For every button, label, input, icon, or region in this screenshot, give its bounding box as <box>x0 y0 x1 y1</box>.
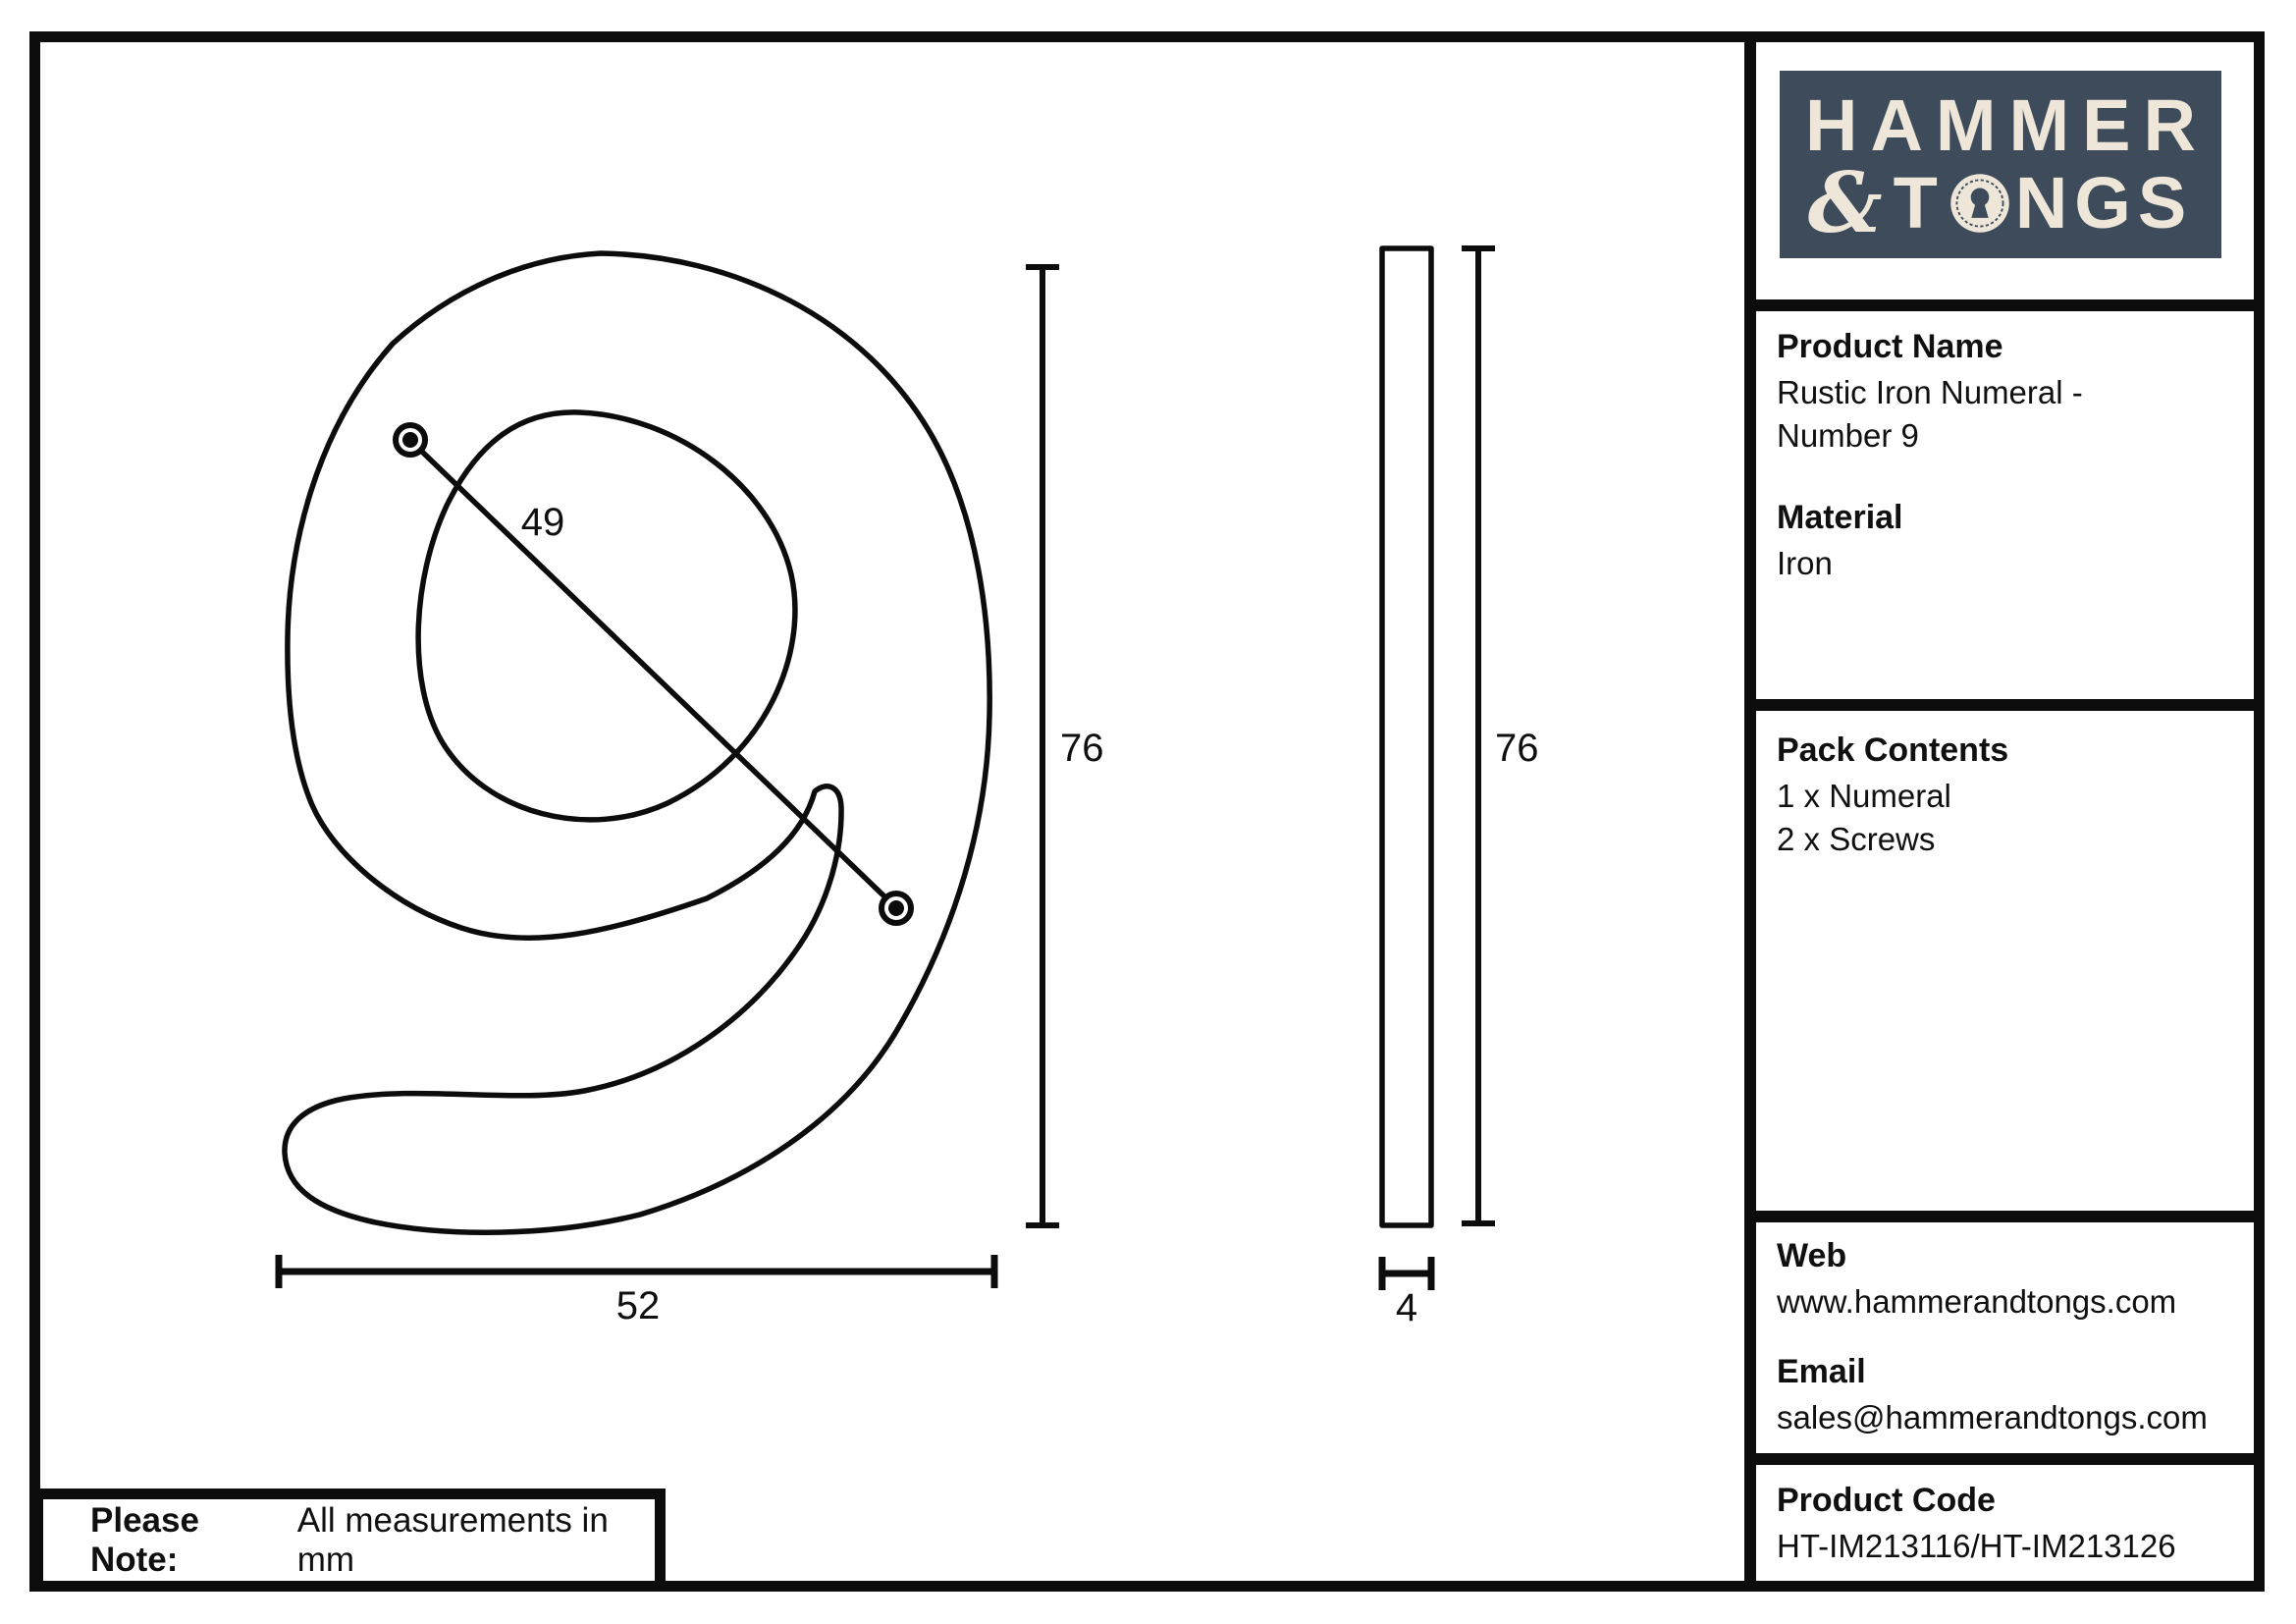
separator-logo <box>1744 299 2265 311</box>
separator-pack <box>1744 1211 2265 1222</box>
product-code-label: Product Code <box>1777 1482 1996 1519</box>
product-name-label: Product Name <box>1777 328 2003 365</box>
dim-label-side-height: 76 <box>1495 727 1539 770</box>
note-box <box>32 1489 666 1592</box>
web-label: Web <box>1777 1237 1847 1274</box>
logo-letters-ngs: NGS <box>2014 161 2194 244</box>
product-code-section <box>1757 1482 2268 1568</box>
contact-section <box>1757 1237 2268 1439</box>
dim-label-thickness: 4 <box>1395 1286 1418 1329</box>
web-value: www.hammerandtongs.com <box>1777 1283 2177 1320</box>
pack-contents-label: Pack Contents <box>1777 731 2009 769</box>
separator-web <box>1744 1453 2265 1465</box>
pack-contents-section <box>1757 731 2268 861</box>
logo-line2 <box>1807 153 2194 251</box>
keyhole-icon <box>1949 173 2010 234</box>
product-code-value: HT-IM213116/HT-IM213126 <box>1777 1528 2176 1564</box>
logo-box <box>1780 71 2221 258</box>
dim-label-hole-distance: 49 <box>520 501 565 544</box>
separator-product <box>1744 699 2265 711</box>
dim-label-width: 52 <box>615 1284 661 1327</box>
email-value: sales@hammerandtongs.com <box>1777 1399 2208 1435</box>
note-text: All measurements in mm <box>296 1500 609 1579</box>
dim-label-front-height: 76 <box>1060 727 1104 770</box>
product-name-value-line1: Rustic Iron Numeral - <box>1777 374 2083 410</box>
logo-letter-t: T <box>1893 161 1945 244</box>
email-label: Email <box>1777 1353 1866 1390</box>
pack-item: 2 x Screws <box>1777 821 1936 857</box>
material-label: Material <box>1777 499 1903 536</box>
ampersand-glyph: & <box>1807 153 1890 251</box>
sidebar-divider <box>1744 31 1756 1592</box>
product-name-section <box>1757 328 2268 585</box>
note-bold-label: Please Note: <box>90 1500 199 1579</box>
logo-line1: HAMMER <box>1805 83 2209 166</box>
spacer <box>1777 458 2268 499</box>
pack-item: 1 x Numeral <box>1777 778 1951 814</box>
material-value: Iron <box>1777 545 1833 581</box>
spacer <box>1777 1324 2268 1353</box>
product-name-value-line2: Number 9 <box>1777 417 1919 454</box>
